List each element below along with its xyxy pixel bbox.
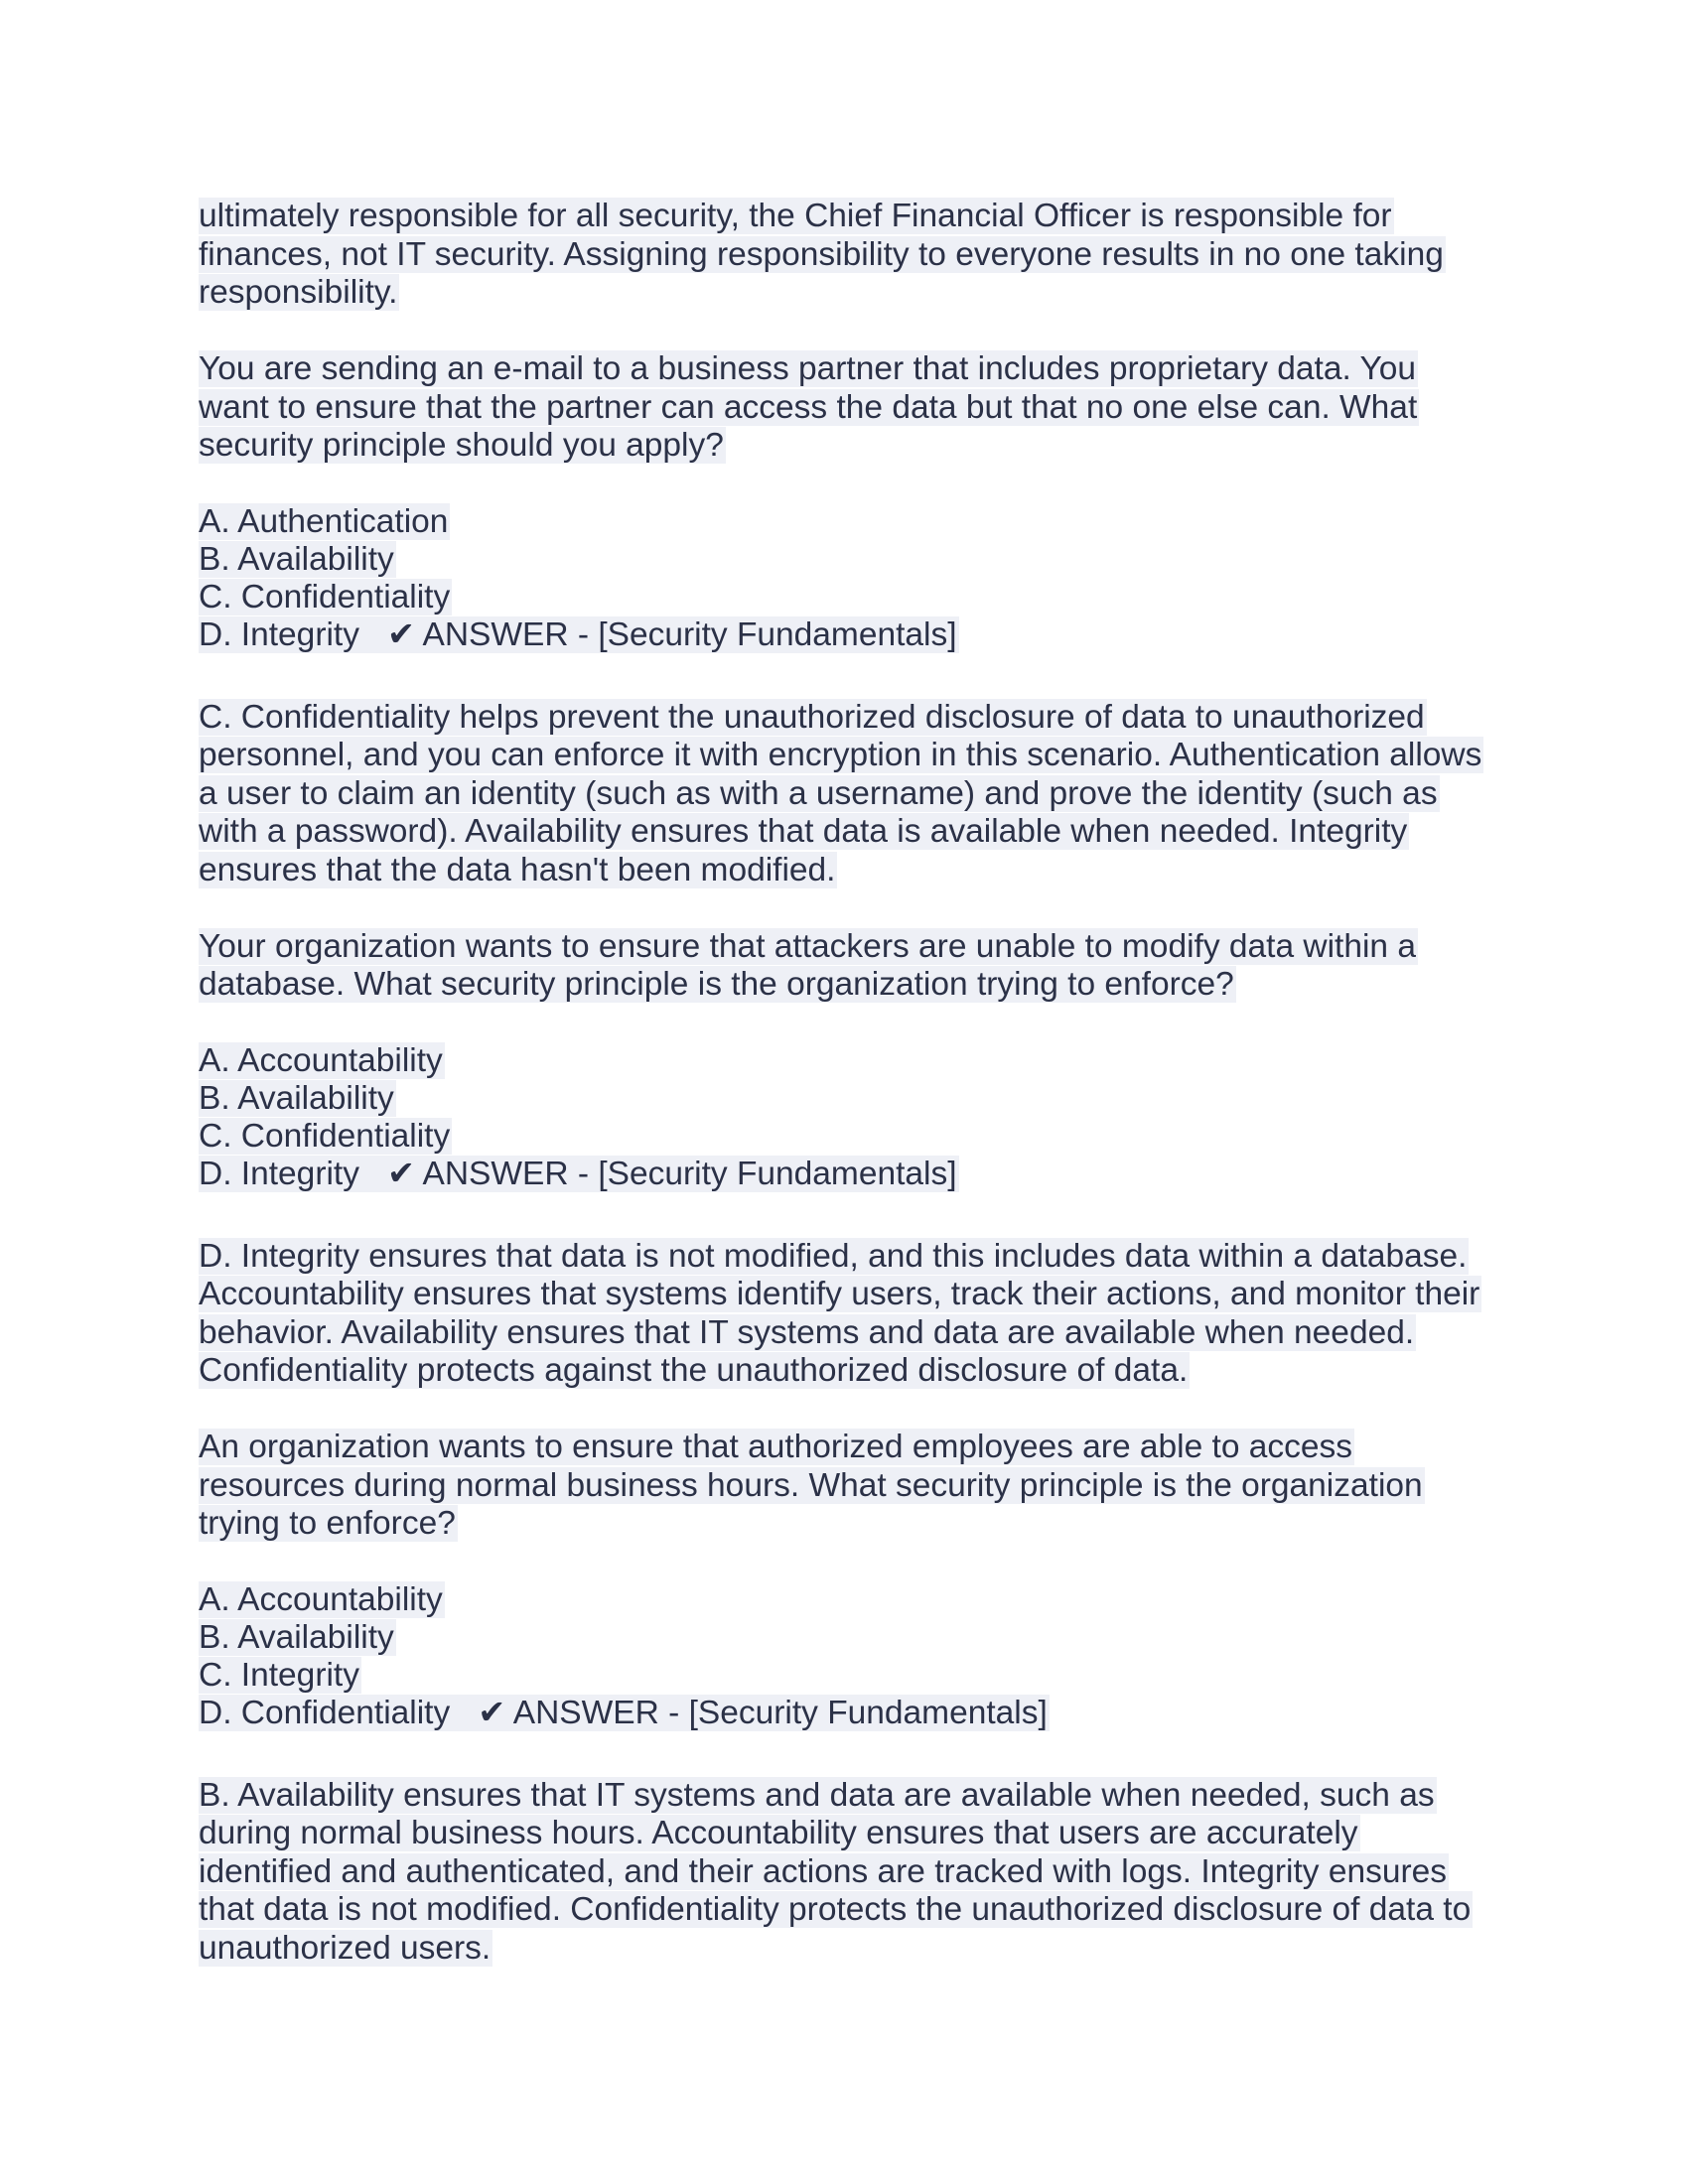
option-item: B. Availability: [199, 541, 394, 578]
option-item: B. Availability: [199, 1080, 394, 1117]
document-page: [199, 198, 1519, 1968]
explanation-text: C. Confidentiality helps prevent the unauthorized disclosure of data to unauthorized personnel, and you can enforce it with encryption in this scenario. Authentication allows a user to claim an identity (such as with a username) and prove the identity (such as with a password). Availability ensures that data is available when needed. Integrity ensures that the data hasn't been modified.: [199, 698, 1482, 888]
option-item: B. Availability: [199, 1619, 394, 1656]
option-item: C. Confidentiality: [199, 1118, 451, 1155]
answer-tag: ✔ ANSWER - [Security Fundamentals]: [386, 616, 957, 653]
explanation-text: B. Availability ensures that IT systems and data are available when needed, such as during normal business hours. Accountability ensures that users are accurately identified and authenticated, and their actions are tracked with logs. Integrity ensures that data is not modified. Confidentiality protects the unauthorized disclosure of data to unauthorized users.: [199, 1776, 1472, 1967]
intro-line: finances, not IT security. Assigning responsibility to everyone results in no one taking: [199, 235, 1444, 273]
question-block-1: [199, 350, 1519, 889]
explanation-text: D. Integrity ensures that data is not modified, and this includes data within a database. Accountability ensures that systems identify users, track their actions, and monitor their behavior. Availability ensures that IT systems and data are available when needed. Confidentiality protects against the unauthorized disclosure of data.: [199, 1237, 1480, 1389]
answer-tag: ✔ ANSWER - [Security Fundamentals]: [478, 1695, 1048, 1731]
option-item: C. Confidentiality: [199, 579, 451, 615]
question-block-3: [199, 1429, 1519, 1968]
answer-tag: ✔ ANSWER - [Security Fundamentals]: [386, 1156, 957, 1192]
option-list: [199, 1581, 1519, 1738]
option-item: D. Confidentiality ✔ ANSWER - [Security Fundamentals]: [199, 1695, 1048, 1731]
option-item: D. Integrity ✔ ANSWER - [Security Fundamentals]: [199, 616, 957, 653]
question-text: Your organization wants to ensure that attackers are unable to modify data within a database. What security principle is the organization trying to enforce?: [199, 927, 1416, 1003]
option-item: A. Authentication: [199, 503, 449, 540]
question-text: An organization wants to ensure that authorized employees are able to access resources during normal business hours. What security principle is the organization trying to enforce?: [199, 1429, 1423, 1542]
intro-line: responsibility.: [199, 274, 398, 311]
option-list: [199, 503, 1519, 660]
option-list: [199, 1042, 1519, 1199]
intro-line: ultimately responsible for all security, the Chief Financial Officer is responsible for: [199, 198, 1392, 234]
question-text: You are sending an e-mail to a business partner that includes proprietary data. You want to ensure that the partner can access the data but that no one else can. What security principle should you apply?: [199, 350, 1418, 464]
question-block-2: [199, 928, 1519, 1391]
option-item: D. Integrity ✔ ANSWER - [Security Fundamentals]: [199, 1156, 957, 1192]
option-item: A. Accountability: [199, 1581, 443, 1618]
intro-paragraph: [199, 198, 1519, 313]
option-item: A. Accountability: [199, 1042, 443, 1079]
option-item: C. Integrity: [199, 1657, 359, 1694]
